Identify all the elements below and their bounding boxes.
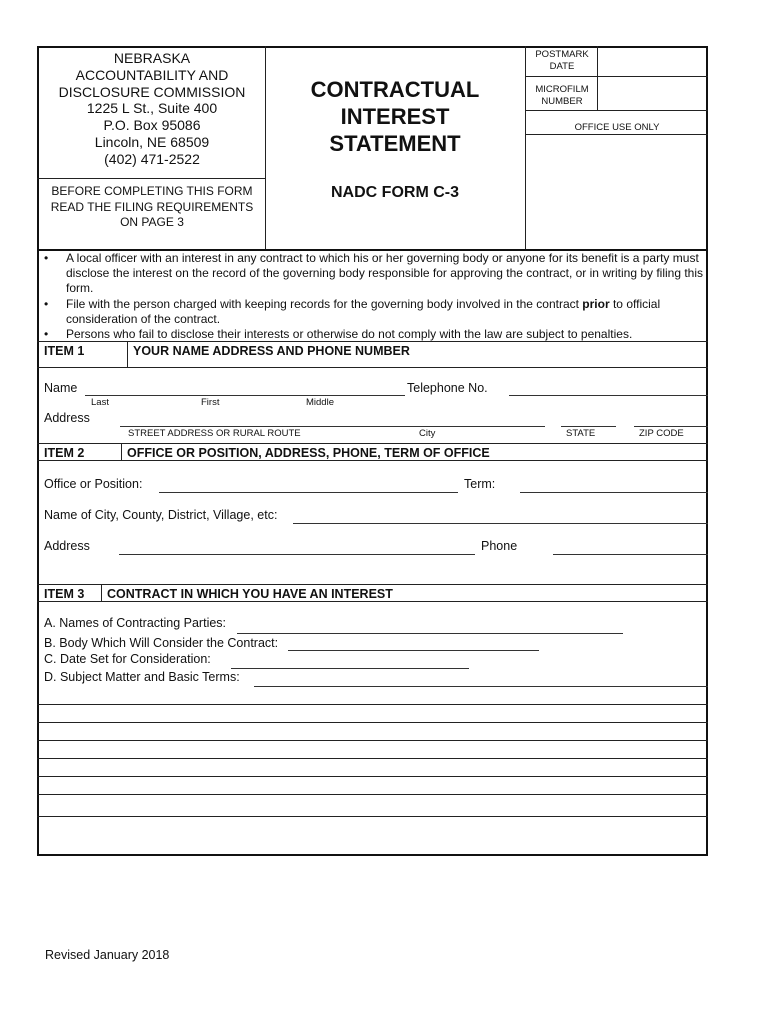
terms-row[interactable] [39, 796, 707, 815]
date-label: C. Date Set for Consideration: [44, 652, 211, 666]
terms-row[interactable] [39, 706, 707, 721]
telephone-label: Telephone No. [407, 381, 488, 395]
agency-block [39, 50, 265, 168]
divider [37, 794, 708, 795]
item2-label: ITEM 2 [44, 446, 85, 460]
bullet-icon: • [44, 327, 49, 342]
telephone-field[interactable] [509, 381, 708, 395]
divider [37, 740, 708, 741]
form-title [265, 76, 525, 157]
terms-row[interactable] [39, 818, 707, 854]
first-caption: First [201, 397, 220, 408]
body-field[interactable] [288, 636, 539, 650]
phone-line [553, 554, 708, 555]
divider [37, 816, 708, 817]
divider [37, 367, 708, 368]
microfilm-field[interactable] [599, 78, 707, 109]
bullet-item [44, 297, 706, 327]
last-caption: Last [91, 397, 109, 408]
agency-address-line: Lincoln, NE 68509 [94, 133, 210, 150]
divider [597, 46, 598, 110]
phone-field[interactable] [553, 539, 708, 553]
divider [121, 443, 122, 460]
body-label: B. Body Which Will Consider the Contract: [44, 636, 279, 650]
subject-label: D. Subject Matter and Basic Terms: [44, 670, 240, 684]
divider [37, 722, 708, 723]
bullet-emphasis: prior [582, 296, 610, 311]
term-line [520, 492, 708, 493]
divider [37, 758, 708, 759]
office-position-label: Office or Position: [44, 477, 143, 491]
telephone-line [509, 395, 708, 396]
divider [525, 110, 708, 111]
postmark-line: DATE [549, 61, 575, 72]
office-position-line [159, 492, 458, 493]
bullet-text: File with the person charged with keeping records for the governing body involved in the contract [66, 296, 583, 311]
address-label: Address [44, 411, 90, 425]
title-line: INTEREST [340, 104, 450, 129]
jurisdiction-line [293, 523, 708, 524]
title-line: CONTRACTUAL [310, 77, 480, 102]
postmark-line: POSTMARK [535, 49, 589, 60]
instructions-bullets [44, 251, 706, 342]
street-line [120, 426, 545, 427]
date-line [231, 668, 469, 669]
name-label: Name [44, 381, 78, 395]
agency-line: NEBRASKA [113, 50, 191, 66]
zip-caption: ZIP CODE [639, 428, 684, 439]
bullet-icon: • [44, 296, 49, 311]
agency-address-line: P.O. Box 95086 [103, 117, 201, 134]
contracting-parties-field[interactable] [237, 618, 623, 632]
terms-row[interactable] [39, 742, 707, 757]
divider [37, 460, 708, 461]
divider [101, 584, 102, 601]
instructions-line: READ THE FILING REQUIREMENTS [50, 199, 254, 214]
contracting-parties-label: A. Names of Contracting Parties: [44, 616, 227, 630]
agency-address-line: 1225 L St., Suite 400 [86, 100, 218, 117]
term-label: Term: [464, 477, 496, 491]
divider [127, 341, 128, 367]
jurisdiction-field[interactable] [293, 508, 708, 522]
office-address-label: Address [44, 539, 90, 553]
bullet-icon: • [44, 251, 49, 265]
bullet-text: A local officer with an interest in any contract to which his or her governing body or anyone for its benefit is a party must disclose the interest on the record of the governing body responsible for approving the contract, or in writing by filing this form. [66, 251, 704, 296]
middle-caption: Middle [306, 397, 334, 408]
contracting-parties-line [237, 633, 623, 634]
revised-date: Revised January 2018 [45, 948, 170, 962]
instructions-line: ON PAGE 3 [120, 215, 184, 230]
item2-title: OFFICE OR POSITION, ADDRESS, PHONE, TERM OF OFFICE [127, 446, 490, 460]
divider [37, 584, 708, 585]
divider [37, 776, 708, 777]
city-field[interactable] [420, 412, 545, 426]
bullet-item [44, 327, 706, 342]
state-caption: STATE [566, 428, 596, 439]
term-field[interactable] [520, 477, 708, 491]
office-address-field[interactable] [119, 539, 475, 553]
divider [37, 601, 708, 602]
state-field[interactable] [561, 412, 616, 426]
divider [37, 341, 708, 342]
zip-field[interactable] [634, 412, 708, 426]
item3-title: CONTRACT IN WHICH YOU HAVE AN INTEREST [107, 587, 393, 601]
title-line: STATEMENT [329, 131, 461, 156]
zip-line [634, 426, 708, 427]
microfilm-label [527, 84, 597, 108]
divider [37, 704, 708, 705]
microfilm-line: NUMBER [541, 96, 583, 107]
terms-row[interactable] [39, 778, 707, 793]
street-caption: STREET ADDRESS OR RURAL ROUTE [128, 428, 301, 439]
bullet-item [44, 251, 706, 297]
terms-row[interactable] [39, 760, 707, 775]
office-use-area[interactable] [527, 136, 707, 248]
divider [37, 178, 265, 179]
city-caption: City [419, 428, 436, 439]
office-address-line [119, 554, 475, 555]
item1-title: YOUR NAME ADDRESS AND PHONE NUMBER [133, 344, 410, 358]
body-line [288, 650, 539, 651]
office-use-label: OFFICE USE ONLY [574, 122, 660, 133]
bullet-text: to official consideration of the contract. [66, 296, 661, 326]
postmark-field[interactable] [599, 48, 707, 75]
postmark-label [527, 49, 597, 73]
bullet-text: Persons who fail to disclose their interests or otherwise do not comply with the law are subject to penalties. [66, 327, 633, 342]
instructions-line: BEFORE COMPLETING THIS FORM [51, 184, 253, 198]
form-number: NADC FORM C-3 [331, 184, 459, 201]
phone-label: Phone [481, 539, 518, 553]
name-field[interactable] [85, 381, 405, 395]
jurisdiction-label: Name of City, County, District, Village, etc: [44, 508, 278, 522]
office-position-field[interactable] [159, 477, 458, 491]
divider [525, 76, 708, 77]
subject-line [254, 686, 708, 687]
instructions-note [39, 184, 265, 231]
agency-phone: (402) 471-2522 [104, 150, 200, 167]
divider [37, 443, 708, 444]
street-field[interactable] [120, 412, 420, 426]
item1-label: ITEM 1 [44, 344, 85, 358]
divider [525, 134, 708, 135]
state-line [561, 426, 616, 427]
agency-line: DISCLOSURE COMMISSION [58, 83, 246, 100]
agency-line: ACCOUNTABILITY AND [75, 66, 229, 83]
item3-label: ITEM 3 [44, 587, 85, 601]
subject-field[interactable] [254, 672, 708, 686]
microfilm-line: MICROFILM [535, 84, 589, 95]
name-line [85, 395, 405, 396]
terms-row[interactable] [39, 724, 707, 739]
date-field[interactable] [231, 654, 469, 668]
